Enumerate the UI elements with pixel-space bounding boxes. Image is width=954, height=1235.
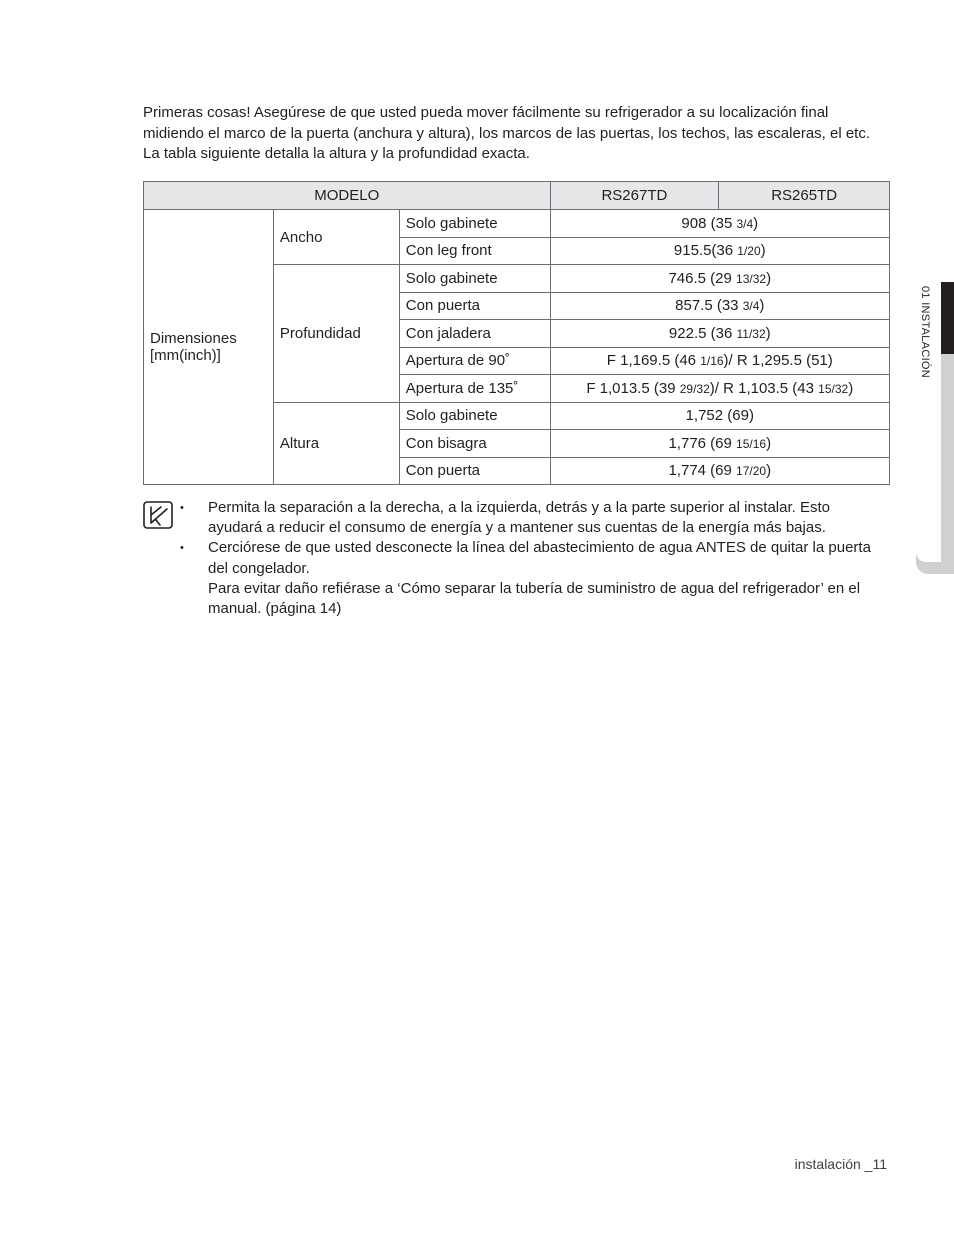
- row-label: Con puerta: [399, 292, 550, 320]
- dimensions-table: [143, 181, 890, 485]
- row-value: 908 (35 3/4): [550, 210, 889, 238]
- row-label: Solo gabinete: [399, 265, 550, 293]
- header-model-2: RS265TD: [719, 182, 890, 210]
- row-label: Solo gabinete: [399, 402, 550, 430]
- side-tab-label: 01 INSTALACIÓN: [919, 286, 931, 379]
- note-text: Permita la separación a la derecha, a la izquierda, detrás y a la parte superior al instalar. Esto ayudará a reducir el consumo de energía y a mantener sus cuentas de la energía más bajas.: [208, 499, 831, 537]
- header-model-1: RS267TD: [550, 182, 719, 210]
- table-row: [144, 210, 890, 238]
- row-value: 1,776 (69 15/16): [550, 430, 889, 458]
- category-altura: Altura: [273, 402, 399, 485]
- note-text: Para evitar daño refiérase a ‘Cómo separar la tubería de suministro de agua del refrigerador’ en el manual. (página 14): [208, 579, 861, 618]
- group-label: Dimensiones [mm(inch)]: [144, 210, 274, 485]
- row-value: 1,774 (69 17/20): [550, 457, 889, 485]
- list-item: [180, 538, 880, 619]
- row-label: Con puerta: [399, 457, 550, 485]
- list-item: [180, 498, 880, 538]
- row-value: 1,752 (69): [550, 402, 889, 430]
- row-value: F 1,169.5 (46 1/16)/ R 1,295.5 (51): [550, 347, 889, 375]
- table-header-row: [144, 182, 890, 210]
- row-label: Con bisagra: [399, 430, 550, 458]
- row-value: 857.5 (33 3/4): [550, 292, 889, 320]
- row-value: 915.5(36 1/20): [550, 237, 889, 265]
- row-value: F 1,013.5 (39 29/32)/ R 1,103.5 (43 15/32): [550, 375, 889, 403]
- row-label: Con leg front: [399, 237, 550, 265]
- notes-list: [180, 498, 880, 619]
- page-footer: instalación _11: [794, 1156, 887, 1172]
- note-pencil-icon: [143, 501, 173, 529]
- row-label: Solo gabinete: [399, 210, 550, 238]
- bullet: •: [180, 502, 184, 514]
- intro-paragraph: Primeras cosas! Asegúrese de que usted pueda mover fácilmente su refrigerador a su localización final midiendo el marco de la puerta (anchura y altura), los marcos de las puertas, los techos, las escaleras, el etc. La tabla siguiente detalla la altura y la profundidad exacta.: [143, 104, 871, 162]
- row-value: 746.5 (29 13/32): [550, 265, 889, 293]
- note-text: Cerciórese de que usted desconecte la línea del abastecimiento de agua ANTES de quitar la puerta del congelador.: [208, 539, 871, 577]
- category-ancho: Ancho: [273, 210, 399, 265]
- category-profundidad: Profundidad: [273, 265, 399, 403]
- bullet: •: [180, 542, 184, 555]
- row-value: 922.5 (36 11/32): [550, 320, 889, 348]
- header-modelo: MODELO: [144, 182, 551, 210]
- row-label: Apertura de 90˚: [399, 347, 550, 375]
- row-label: Con jaladera: [399, 320, 550, 348]
- row-label: Apertura de 135˚: [399, 375, 550, 403]
- side-tab-marker: [941, 282, 954, 354]
